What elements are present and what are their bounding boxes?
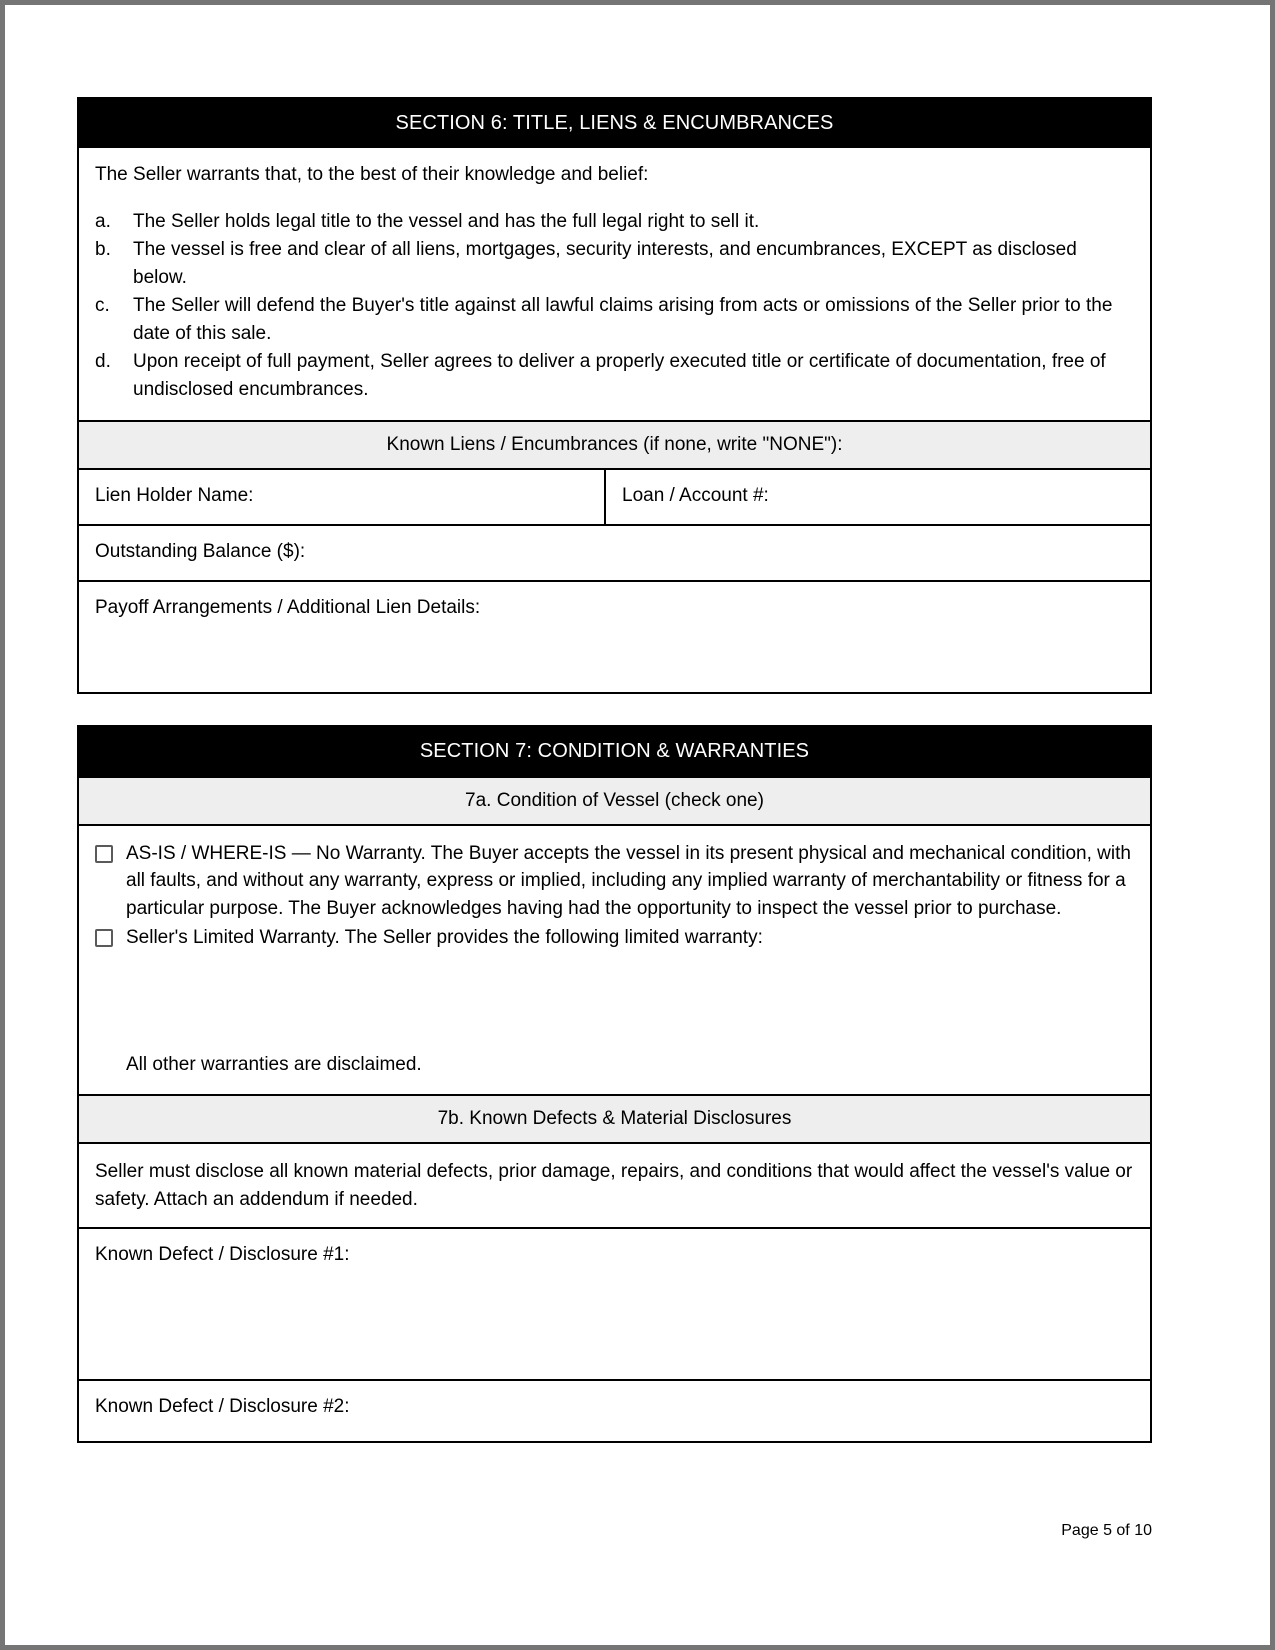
- subsection-7a-header: 7a. Condition of Vessel (check one): [79, 776, 1150, 826]
- payoff-arrangements-label: Payoff Arrangements / Additional Lien Details:: [95, 596, 481, 618]
- lien-holder-name-field[interactable]: [79, 470, 606, 524]
- section-6-intro-text: The Seller warrants that, to the best of their knowledge and belief:: [95, 164, 649, 185]
- known-defect-1-label: Known Defect / Disclosure #1:: [95, 1243, 350, 1265]
- loan-account-number-label: Loan / Account #:: [622, 485, 769, 507]
- outstanding-balance-field[interactable]: [79, 524, 1150, 580]
- warranty-text-a: The Seller holds legal title to the vessel and has the full legal right to sell it.: [133, 210, 760, 232]
- known-defect-2-field[interactable]: [79, 1379, 1150, 1441]
- known-liens-subheader: Known Liens / Encumbrances (if none, write "NONE"):: [79, 420, 1150, 470]
- list-marker-b: b.: [95, 239, 111, 261]
- warranties-disclaimer-text: All other warranties are disclaimed.: [126, 1053, 422, 1075]
- defects-instructions-block: [79, 1144, 1150, 1226]
- page-footer: Page 5 of 10: [1061, 1522, 1152, 1539]
- condition-option-as-is[interactable]: [95, 840, 1134, 923]
- warranty-item-d: [95, 348, 1134, 403]
- checkbox-icon-as-is[interactable]: [95, 845, 113, 863]
- lien-holder-name-label: Lien Holder Name:: [95, 485, 254, 507]
- warranty-text-c: The Seller will defend the Buyer's title against all lawful claims arising from acts or omissions of the Seller prior to the date of this sale.: [133, 295, 1113, 344]
- warranty-item-c: [95, 292, 1134, 347]
- section-6-title-liens-encumbrances: [77, 97, 1152, 694]
- section-6-warranty-list: [95, 208, 1134, 404]
- checkbox-icon-limited-warranty[interactable]: [95, 929, 113, 947]
- known-defect-1-field[interactable]: [79, 1227, 1150, 1379]
- condition-option-limited-warranty[interactable]: [95, 924, 1134, 952]
- warranty-text-d: Upon receipt of full payment, Seller agrees to deliver a properly executed title or certificate of documentation, free of undisclosed encumbrances.: [133, 351, 1106, 400]
- list-marker-a: a.: [95, 210, 111, 232]
- warranty-item-b: [95, 236, 1134, 291]
- subsection-7b-header: 7b. Known Defects & Material Disclosures: [79, 1094, 1150, 1144]
- limited-warranty-write-in-area[interactable]: [95, 954, 1134, 1052]
- warranty-text-b: The vessel is free and clear of all liens, mortgages, security interests, and encumbrances, EXCEPT as disclosed below.: [133, 239, 1077, 288]
- payoff-arrangements-field[interactable]: [79, 580, 1150, 692]
- warranty-item-a: [95, 208, 1134, 236]
- condition-options-block: [79, 826, 1150, 1095]
- condition-option-limited-warranty-label: Seller's Limited Warranty. The Seller provides the following limited warranty:: [126, 927, 763, 949]
- defects-instructions-text: Seller must disclose all known material defects, prior damage, repairs, and conditions that would affect the vessel's value or safety. Attach an addendum if needed.: [95, 1161, 1133, 1211]
- outstanding-balance-label: Outstanding Balance ($):: [95, 541, 306, 563]
- section-6-header: SECTION 6: TITLE, LIENS & ENCUMBRANCES: [79, 99, 1150, 148]
- section-7-header: SECTION 7: CONDITION & WARRANTIES: [79, 727, 1150, 776]
- section-6-warranties-block: [79, 148, 1150, 420]
- condition-option-as-is-label: AS-IS / WHERE-IS — No Warranty. The Buyer accepts the vessel in its present physical and mechanical condition, with all faults, and without any warranty, express or implied, including any implied warranty of merchantability or fitness for a particular purpose. The Buyer acknowledges having had the opportunity to inspect the vessel prior to purchase.: [126, 842, 1131, 919]
- known-defect-2-label: Known Defect / Disclosure #2:: [95, 1395, 350, 1417]
- lien-identity-row: [79, 470, 1150, 524]
- page-content: [77, 97, 1152, 1443]
- loan-account-number-field[interactable]: [606, 470, 1150, 524]
- list-marker-d: d.: [95, 351, 111, 373]
- section-7-condition-warranties: [77, 725, 1152, 1443]
- list-marker-c: c.: [95, 295, 110, 317]
